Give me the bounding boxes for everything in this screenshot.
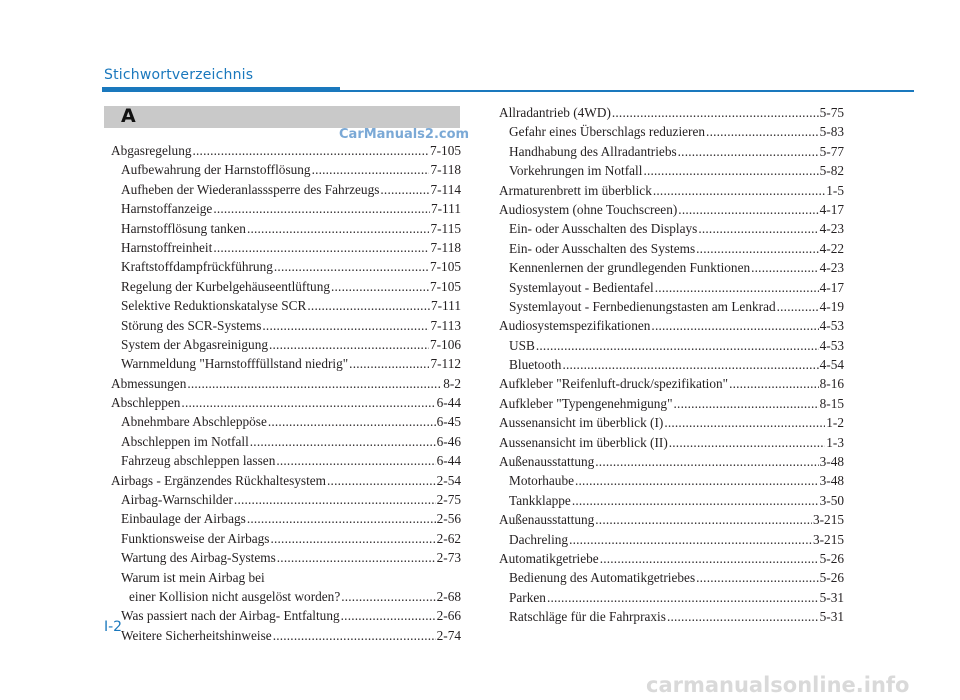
- watermark-top: CarManuals2.com: [339, 127, 470, 142]
- index-entry: [499, 181, 844, 200]
- entry-page: 2-54: [436, 472, 461, 488]
- entry-label: Allradantrieb (4WD): [499, 105, 611, 120]
- index-entry: [499, 103, 844, 122]
- index-entry: [111, 257, 461, 276]
- index-column-right: [499, 103, 844, 627]
- index-entry: [499, 433, 844, 452]
- leader-dots: [187, 374, 442, 393]
- entry-page: 3-48: [819, 473, 844, 489]
- entry-label: System der Abgasreinigung: [121, 336, 268, 352]
- leader-dots: [729, 374, 819, 393]
- leader-dots: [678, 142, 819, 161]
- entry-page: 3-50: [819, 492, 844, 508]
- index-entry: [111, 180, 461, 199]
- index-entry: [111, 432, 461, 451]
- entry-label: Airbag-Warnschilder: [121, 492, 233, 508]
- entry-page: 7-113: [430, 317, 461, 333]
- leader-dots: [562, 355, 818, 374]
- entry-page: 3-215: [812, 531, 844, 547]
- index-entry: [111, 471, 461, 490]
- leader-dots: [572, 491, 819, 510]
- entry-label-line2: einer Kollision nicht ausgelöst worden?: [129, 588, 341, 604]
- leader-dots: [547, 588, 819, 607]
- index-entry: [111, 160, 461, 179]
- entry-label: Handhabung des Allradantriebs: [509, 143, 677, 159]
- entry-label: Warnmeldung "Harnstofffüllstand niedrig": [121, 356, 349, 372]
- index-entry: [111, 238, 461, 257]
- entry-label: Regelung der Kurbelgehäuseentlüftung: [121, 278, 330, 294]
- leader-dots: [669, 433, 826, 452]
- entry-page: 2-56: [436, 511, 461, 527]
- entry-page: 7-106: [429, 336, 461, 352]
- entry-page: 2-73: [436, 550, 461, 566]
- index-entry: [499, 394, 844, 413]
- entry-page: 2-62: [436, 530, 461, 546]
- entry-label: Ein- oder Ausschalten des Systems: [509, 240, 696, 256]
- entry-page: 3-215: [812, 512, 844, 528]
- leader-dots: [600, 549, 819, 568]
- entry-page: 4-23: [819, 260, 844, 276]
- entry-label: Störung des SCR-Systems: [121, 317, 262, 333]
- leader-dots: [331, 277, 429, 296]
- entry-label: Armaturenbrett im überblick: [499, 182, 652, 198]
- entry-page: 7-118: [430, 239, 461, 255]
- entry-page: 7-118: [430, 162, 461, 178]
- entry-page: 4-23: [819, 221, 844, 237]
- leader-dots: [595, 452, 818, 471]
- entry-page: 2-75: [436, 492, 461, 508]
- left-tail-list: [111, 606, 461, 645]
- index-entry: [499, 122, 844, 141]
- leader-dots: [213, 238, 429, 257]
- leader-dots: [595, 510, 812, 529]
- index-entry: [111, 199, 461, 218]
- leader-dots: [312, 160, 430, 179]
- entry-page: 5-82: [819, 163, 844, 179]
- entry-page: 7-105: [429, 259, 461, 275]
- index-entry: [111, 277, 461, 296]
- index-entry: [499, 142, 844, 161]
- entry-label: Weitere Sicherheitshinweise: [121, 627, 272, 643]
- section-letter: A: [121, 105, 136, 127]
- entry-page: 6-46: [436, 433, 461, 449]
- leader-dots: [274, 257, 429, 276]
- entry-label: Fahrzeug abschleppen lassen: [121, 453, 276, 469]
- entry-label: Außenausstattung: [499, 454, 595, 470]
- index-entry: [111, 141, 461, 160]
- leader-dots: [270, 529, 435, 548]
- index-entry: [111, 374, 461, 393]
- index-entry: [111, 219, 461, 238]
- section-letter-bar: [104, 106, 460, 128]
- leader-dots: [380, 180, 429, 199]
- leader-dots: [674, 394, 819, 413]
- leader-dots: [664, 413, 825, 432]
- entry-label: Abschleppen: [111, 395, 181, 411]
- watermark-bottom: carmanualsonline.info: [646, 673, 910, 697]
- leader-dots: [575, 471, 819, 490]
- entry-page: 1-2: [826, 415, 844, 431]
- leader-dots: [696, 568, 819, 587]
- leader-dots: [349, 354, 429, 373]
- index-entry: [111, 335, 461, 354]
- index-entry: [499, 258, 844, 277]
- leader-dots: [250, 432, 436, 451]
- entry-page: 5-26: [819, 570, 844, 586]
- entry-label: Aufheben der Wiederanlasssperre des Fahrzeugs: [121, 181, 380, 197]
- index-entry: [499, 452, 844, 471]
- index-entry: [111, 296, 461, 315]
- entry-page: 4-19: [819, 298, 844, 314]
- entry-label: Vorkehrungen im Notfall: [509, 163, 643, 179]
- index-entry: [499, 413, 844, 432]
- entry-page: 4-54: [819, 357, 844, 373]
- leader-dots: [276, 451, 435, 470]
- entry-label: Audiosystemspezifikationen: [499, 318, 651, 334]
- entry-label: Aufkleber "Reifenluft-druck/spezifikation": [499, 376, 729, 392]
- entry-page: 6-45: [436, 414, 461, 430]
- entry-label: Außenausstattung: [499, 512, 595, 528]
- entry-page: 5-77: [819, 143, 844, 159]
- index-entry: [111, 412, 461, 431]
- entry-page: 7-111: [430, 298, 461, 314]
- entry-label: Systemlayout - Bedientafel: [509, 279, 654, 295]
- entry-page: 1-5: [826, 182, 844, 198]
- entry-label: Ein- oder Ausschalten des Displays: [509, 221, 698, 237]
- entry-label: Motorhaube: [509, 473, 574, 489]
- entry-label: Aussenansicht im überblick (II): [499, 434, 668, 450]
- entry-label: Airbags - Ergänzendes Rückhaltesystem: [111, 472, 327, 488]
- index-entry: [111, 316, 461, 335]
- entry-page: 6-44: [436, 395, 461, 411]
- entry-label: Aussenansicht im überblick (I): [499, 415, 664, 431]
- leader-dots: [667, 607, 819, 626]
- leader-dots: [655, 278, 819, 297]
- entry-page: 7-111: [430, 201, 461, 217]
- entry-page: 6-44: [436, 453, 461, 469]
- index-entry: [499, 278, 844, 297]
- entry-label: Ratschläge für die Fahrpraxis: [509, 609, 666, 625]
- index-entry: [121, 587, 461, 606]
- entry-label: Automatikgetriebe: [499, 550, 599, 566]
- index-entry: [111, 548, 461, 567]
- entry-page: 5-83: [819, 124, 844, 140]
- entry-label-line1: Warum ist mein Airbag bei: [121, 569, 265, 585]
- entry-page: 5-31: [819, 589, 844, 605]
- leader-dots: [569, 530, 812, 549]
- entry-page: 5-26: [819, 550, 844, 566]
- page-number: I-2: [104, 619, 123, 635]
- leader-dots: [307, 296, 430, 315]
- entry-page: 7-105: [429, 143, 461, 158]
- entry-label: Bedienung des Automatikgetriebes: [509, 570, 696, 586]
- entry-page: 7-114: [430, 181, 461, 197]
- index-entry: [499, 316, 844, 335]
- entry-page: 4-53: [819, 337, 844, 353]
- entry-label: Abnehmbare Abschleppöse: [121, 414, 267, 430]
- entry-label: Funktionsweise der Airbags: [121, 530, 270, 546]
- leader-dots: [651, 316, 818, 335]
- leader-dots: [341, 587, 435, 606]
- index-entry: [499, 297, 844, 316]
- entry-label: Harnstoffanzeige: [121, 201, 213, 217]
- entry-page: 4-17: [819, 201, 844, 217]
- header-rule-thin: [340, 90, 914, 92]
- entry-page: 4-53: [819, 318, 844, 334]
- index-entry: [499, 374, 844, 393]
- entry-label: Wartung des Airbag-Systems: [121, 550, 276, 566]
- entry-page: 7-105: [429, 278, 461, 294]
- leader-dots: [247, 219, 430, 238]
- entry-label: Bluetooth: [509, 357, 562, 373]
- entry-page: 2-68: [436, 588, 461, 604]
- leader-dots: [536, 336, 819, 355]
- entry-page: 4-17: [819, 279, 844, 295]
- leader-dots: [777, 297, 819, 316]
- entry-label: Aufkleber "Typengenehmigung": [499, 395, 673, 411]
- right-entry-list: [499, 103, 844, 627]
- index-title: Stichwortverzeichnis: [104, 67, 254, 83]
- index-entry: [111, 529, 461, 548]
- index-entry: [111, 626, 461, 645]
- entry-label: Was passiert nach der Airbag- Entfaltung: [121, 608, 340, 624]
- leader-dots: [273, 626, 436, 645]
- entry-page: 8-16: [819, 376, 844, 392]
- index-entry: [499, 239, 844, 258]
- index-entry: [499, 471, 844, 490]
- leader-dots: [698, 219, 818, 238]
- entry-label: Dachreling: [509, 531, 569, 547]
- entry-label: Abmessungen: [111, 375, 187, 391]
- header-rule-thick: [102, 87, 340, 92]
- leader-dots: [653, 181, 825, 200]
- entry-label: Systemlayout - Fernbedienungstasten am Lenkrad: [509, 298, 776, 314]
- index-entry: [111, 509, 461, 528]
- entry-label: Harnstoffreinheit: [121, 239, 213, 255]
- leader-dots: [643, 161, 818, 180]
- leader-dots: [277, 548, 436, 567]
- leader-dots: [181, 393, 435, 412]
- leader-dots: [213, 199, 430, 218]
- entry-page: 8-2: [443, 375, 461, 391]
- index-entry-multiline: [111, 568, 461, 607]
- leader-dots: [696, 239, 818, 258]
- leader-dots: [327, 471, 436, 490]
- index-entry: [499, 588, 844, 607]
- entry-page: 4-22: [819, 240, 844, 256]
- leader-dots: [751, 258, 819, 277]
- index-entry: [499, 530, 844, 549]
- entry-label: Aufbewahrung der Harnstofflösung: [121, 162, 311, 178]
- entry-label: Parken: [509, 589, 546, 605]
- index-entry: [111, 393, 461, 412]
- index-column-left: [111, 141, 461, 645]
- index-entry: [111, 354, 461, 373]
- entry-label: Audiosystem (ohne Touchscreen): [499, 201, 678, 217]
- leader-dots: [341, 606, 436, 625]
- entry-page: 1-3: [826, 434, 844, 450]
- leader-dots: [269, 335, 429, 354]
- leader-dots: [234, 490, 436, 509]
- entry-label: Kraftstoffdampfrückführung: [121, 259, 273, 275]
- leader-dots: [262, 316, 429, 335]
- leader-dots: [268, 412, 436, 431]
- index-entry: [499, 549, 844, 568]
- entry-label: Abgasregelung: [111, 143, 192, 158]
- entry-page: 7-115: [430, 220, 461, 236]
- index-entry: [499, 355, 844, 374]
- leader-dots: [706, 122, 819, 141]
- entry-label: Abschleppen im Notfall: [121, 433, 249, 449]
- index-entry: [499, 161, 844, 180]
- index-entry: [499, 200, 844, 219]
- index-entry: [111, 606, 461, 625]
- entry-label: Kennenlernen der grundlegenden Funktionen: [509, 260, 751, 276]
- index-entry: [499, 219, 844, 238]
- entry-page: 8-15: [819, 395, 844, 411]
- entry-page: 2-74: [436, 627, 461, 643]
- entry-label: Selektive Reduktionskatalyse SCR: [121, 298, 307, 314]
- entry-label: Harnstofflösung tanken: [121, 220, 246, 236]
- leader-dots: [678, 200, 818, 219]
- entry-label: Einbaulage der Airbags: [121, 511, 246, 527]
- entry-page: 3-48: [819, 454, 844, 470]
- entry-page: 2-66: [436, 608, 461, 624]
- index-entry: [499, 336, 844, 355]
- leader-dots: [612, 103, 819, 122]
- index-entry: [111, 451, 461, 470]
- leader-dots: [247, 509, 436, 528]
- entry-label: Gefahr eines Überschlags reduzieren: [509, 124, 706, 140]
- entry-page: 5-31: [819, 609, 844, 625]
- index-entry: [499, 510, 844, 529]
- entry-page: 7-112: [430, 356, 461, 372]
- index-entry: [499, 607, 844, 626]
- index-entry: [499, 568, 844, 587]
- index-entry: [111, 490, 461, 509]
- entry-label: USB: [509, 337, 535, 353]
- entry-page: 5-75: [819, 105, 844, 120]
- left-entry-list: [111, 141, 461, 568]
- index-entry: [499, 491, 844, 510]
- leader-dots: [193, 141, 429, 160]
- entry-label: Tankklappe: [509, 492, 571, 508]
